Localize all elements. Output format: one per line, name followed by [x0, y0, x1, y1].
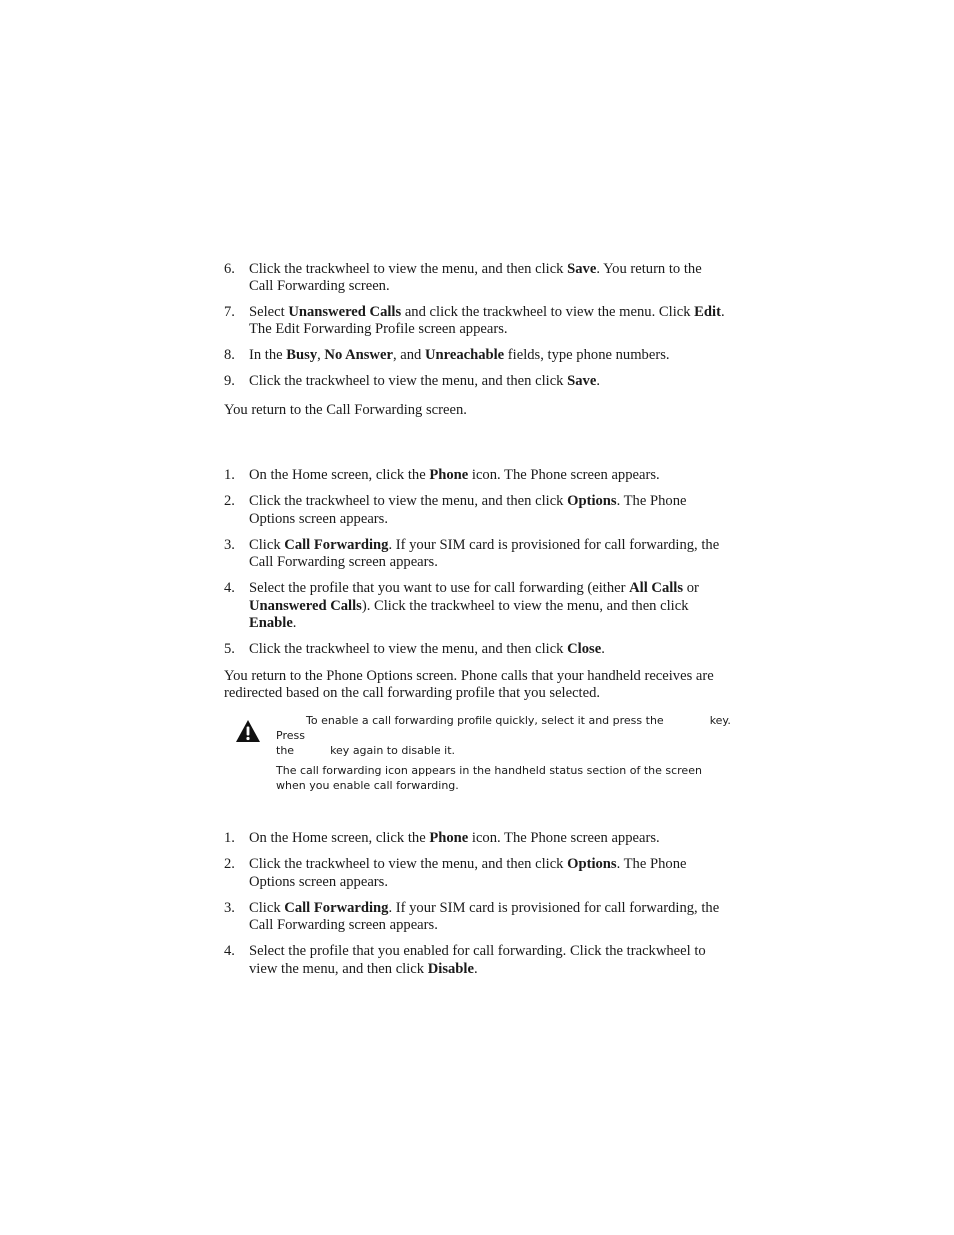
- step-9: 9. Click the trackwheel to view the menu, and then click Save.: [224, 373, 600, 390]
- note-status-icon-info: The call forwarding icon appears in the handheld status section of the screen when you enable call forwarding.: [276, 764, 702, 792]
- steps-list: [224, 261, 729, 391]
- step-4: 4. Select the profile that you enabled for call forwarding. Click the trackwheel to view the menu, and then click Disable.: [224, 943, 706, 977]
- section-disable-forwarding: [224, 830, 729, 978]
- section2-result: You return to the Phone Options screen. Phone calls that your handheld receives are redirected based on the call forwarding profile that you selected.: [224, 668, 714, 702]
- note-text: [276, 713, 732, 793]
- steps-list: [224, 467, 729, 659]
- warning-triangle-icon: [235, 719, 261, 743]
- step-6: 6. Click the trackwheel to view the menu, and then click Save. You return to the Call Forwarding screen.: [224, 261, 702, 295]
- section-enable-forwarding: [224, 467, 729, 659]
- step-4: 4. Select the profile that you want to use for call forwarding (either All Calls or Unanswered Calls). Click the trackwheel to view the menu, and then click Enable.: [224, 580, 699, 632]
- step-1: 1. On the Home screen, click the Phone icon. The Phone screen appears.: [224, 830, 660, 846]
- step-3: 3. Click Call Forwarding. If your SIM card is provisioned for call forwarding, the Call Forwarding screen appears.: [224, 536, 720, 571]
- steps-list: [224, 830, 729, 978]
- note-tip: To enable a call forwarding profile quickly, select it and press the key. Press the key again to disable it.: [276, 714, 731, 757]
- step-8: 8. In the Busy, No Answer, and Unreachable fields, type phone numbers.: [224, 347, 670, 364]
- section1-result: You return to the Call Forwarding screen.: [224, 402, 467, 418]
- step-7: 7. Select Unanswered Calls and click the trackwheel to view the menu. Click Edit. The Edit Forwarding Profile screen appears.: [224, 303, 725, 337]
- step-1: 1. On the Home screen, click the Phone icon. The Phone screen appears.: [224, 467, 660, 483]
- step-2: 2. Click the trackwheel to view the menu, and then click Options. The Phone Options screen appears.: [224, 856, 687, 890]
- section-edit-profile: [224, 261, 729, 391]
- step-3: 3. Click Call Forwarding. If your SIM card is provisioned for call forwarding, the Call Forwarding screen appears.: [224, 899, 720, 934]
- step-2: 2. Click the trackwheel to view the menu, and then click Options. The Phone Options screen appears.: [224, 493, 687, 527]
- step-5: 5. Click the trackwheel to view the menu, and then click Close.: [224, 641, 605, 658]
